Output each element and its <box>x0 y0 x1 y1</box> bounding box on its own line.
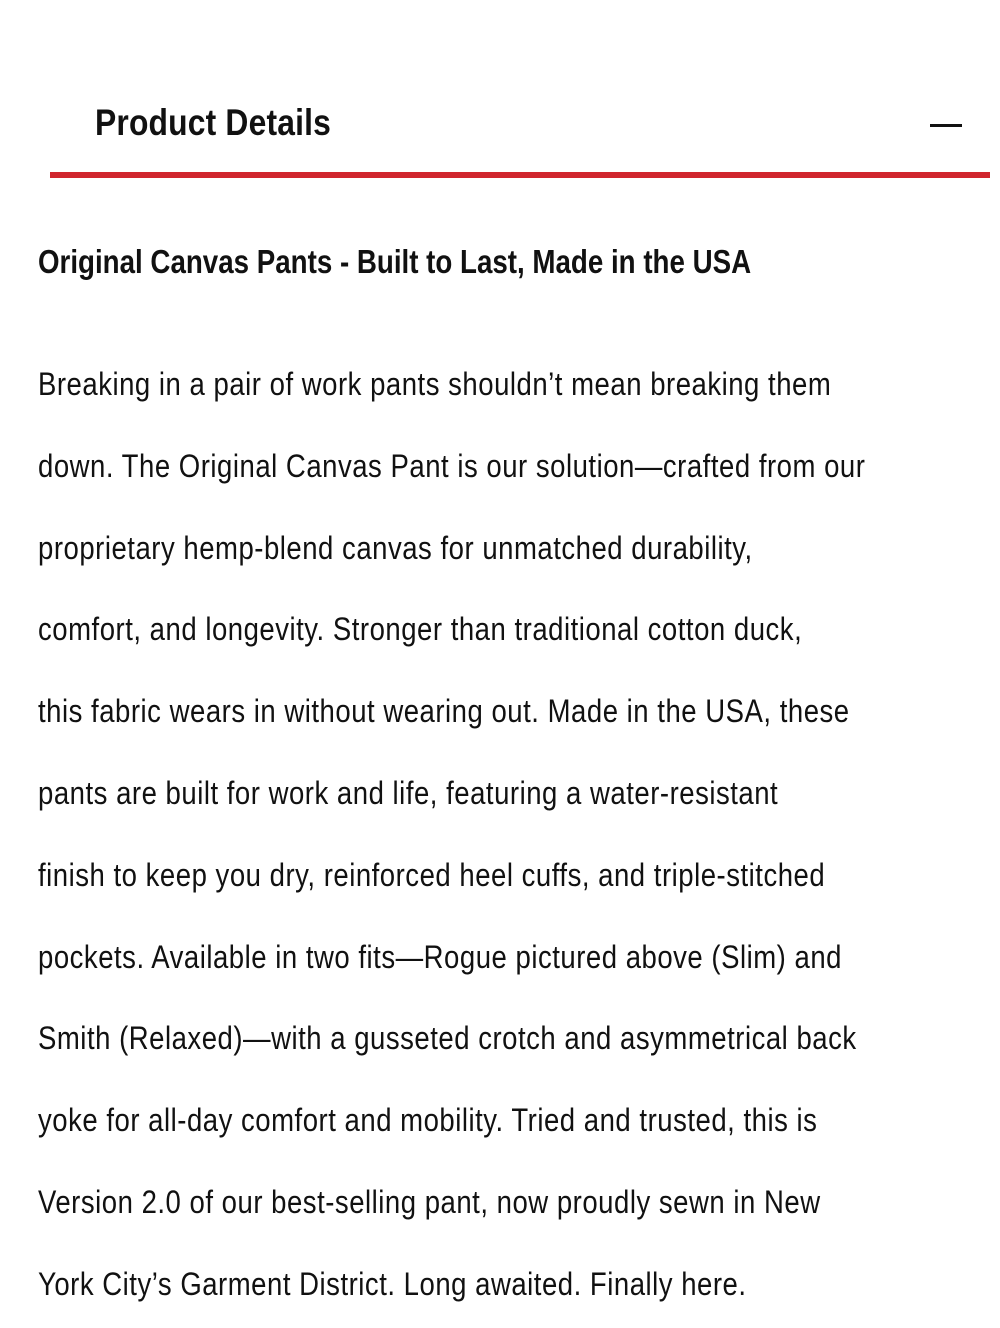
product-description <box>38 344 998 1326</box>
collapse-toggle-button[interactable] <box>926 100 966 140</box>
description-line: York City’s Garment District. Long awaited. Finally here. <box>38 1265 747 1302</box>
description-line: proprietary hemp-blend canvas for unmatched durability, <box>38 529 753 566</box>
description-line: down. The Original Canvas Pant is our solution—crafted from our <box>38 447 866 484</box>
description-line: yoke for all-day comfort and mobility. Tried and trusted, this is <box>38 1102 818 1139</box>
product-details-content <box>38 240 998 1302</box>
description-line: Breaking in a pair of work pants shouldn’t mean breaking them <box>38 366 832 402</box>
description-line: Smith (Relaxed)—with a gusseted crotch and asymmetrical back <box>38 1020 857 1057</box>
product-heading: Original Canvas Pants - Built to Last, Made in the USA <box>38 243 752 280</box>
description-line: Version 2.0 of our best-selling pant, now proudly sewn in New <box>38 1183 821 1220</box>
description-line: this fabric wears in without wearing out. Made in the USA, these <box>38 693 850 730</box>
description-line: comfort, and longevity. Stronger than traditional cotton duck, <box>38 611 803 648</box>
minus-icon <box>930 124 962 127</box>
description-line: pants are built for work and life, featuring a water-resistant <box>38 774 779 811</box>
accordion-title: Product Details <box>95 102 331 143</box>
description-line: finish to keep you dry, reinforced heel cuffs, and triple-stitched <box>38 856 826 893</box>
product-details-accordion-header[interactable] <box>50 60 990 178</box>
description-line: pockets. Available in two fits—Rogue pictured above (Slim) and <box>38 938 842 975</box>
